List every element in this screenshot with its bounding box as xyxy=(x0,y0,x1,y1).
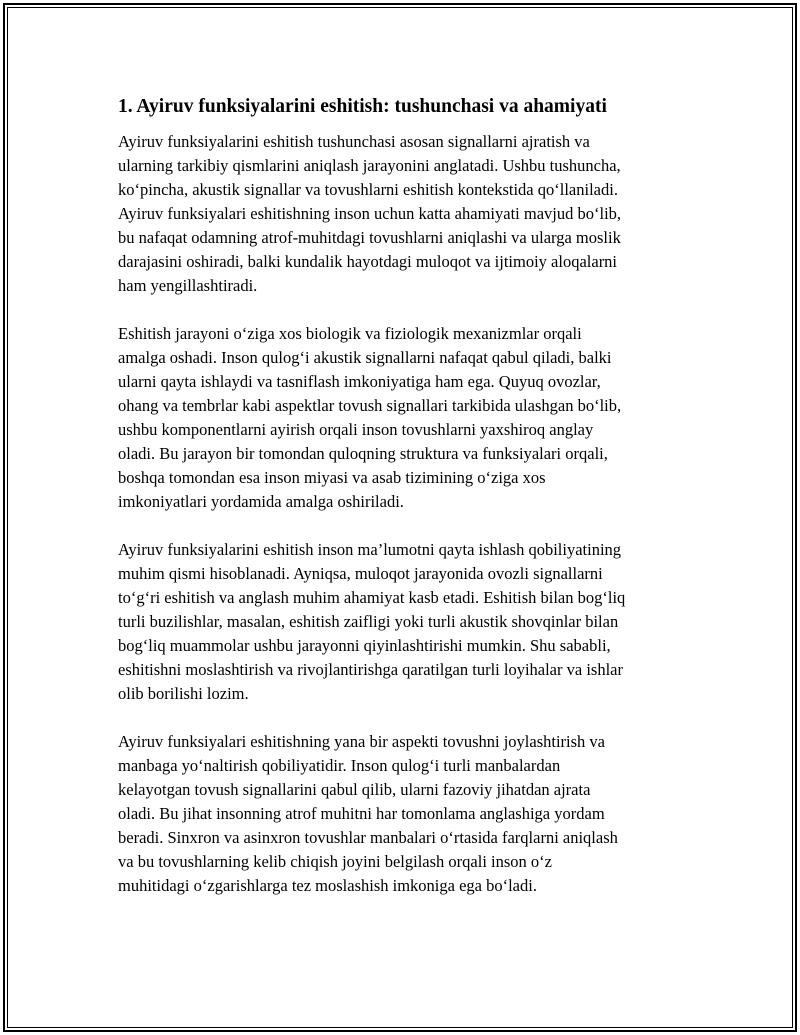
paragraph-2 xyxy=(118,322,688,514)
document-page xyxy=(118,92,688,922)
text-line: darajasini oshiradi, balki kundalik hayotdagi muloqot va ijtimoiy aloqalarni xyxy=(118,252,618,271)
text-line: Eshitish jarayoni o‘ziga xos biologik va fiziologik mexanizmlar orqali xyxy=(118,324,582,343)
paragraph-4 xyxy=(118,730,688,898)
text-line: manbaga yo‘naltirish qobiliyatidir. Inson qulog‘i turli manbalardan xyxy=(118,756,561,775)
text-line: kelayotgan tovush signallarini qabul qilib, ularni fazoviy jihatdan ajrata xyxy=(118,780,591,799)
text-line: ham yengillashtiradi. xyxy=(118,276,258,295)
text-line: bu nafaqat odamning atrof-muhitdagi tovushlarni aniqlashi va ularga moslik xyxy=(118,228,621,247)
text-line: va bu tovushlarning kelib chiqish joyini belgilash orqali inson o‘z xyxy=(118,852,552,871)
text-line: oladi. Bu jihat insonning atrof muhitni har tomonlama anglashiga yordam xyxy=(118,804,605,823)
text-line: eshitishni moslashtirish va rivojlantirishga qaratilgan turli loyihalar va ishlar xyxy=(118,660,623,679)
text-line: muhim qismi hisoblanadi. Ayniqsa, muloqot jarayonida ovozli signallarni xyxy=(118,564,603,583)
text-line: beradi. Sinxron va asinxron tovushlar manbalari o‘rtasida farqlarni aniqlash xyxy=(118,828,618,847)
text-line: muhitidagi o‘zgarishlarga tez moslashish imkoniga ega bo‘ladi. xyxy=(118,876,537,895)
text-line: ularning tarkibiy qismlarini aniqlash jarayonini anglatadi. Ushbu tushuncha, xyxy=(118,156,621,175)
text-line: olib borilishi lozim. xyxy=(118,684,249,703)
text-line: Ayiruv funksiyalarini eshitish inson ma’lumotni qayta ishlash qobiliyatining xyxy=(118,540,622,559)
text-line: boshqa tomondan esa inson miyasi va asab tizimining o‘ziga xos xyxy=(118,468,546,487)
paragraph-1 xyxy=(118,130,688,298)
text-line: Ayiruv funksiyalari eshitishning inson uchun katta ahamiyati mavjud bo‘lib, xyxy=(118,204,622,223)
text-line: turli buzilishlar, masalan, eshitish zaifligi yoki turli akustik shovqinlar bilan xyxy=(118,612,619,631)
text-line: ularni qayta ishlaydi va tasniflash imkoniyatiga ham ega. Quyuq ovozlar, xyxy=(118,372,601,391)
text-line: Ayiruv funksiyalarini eshitish tushunchasi asosan signallarni ajratish va xyxy=(118,132,590,151)
text-line: ohang va tembrlar kabi aspektlar tovush signallari tarkibida ulashgan bo‘lib, xyxy=(118,396,622,415)
text-line: ko‘pincha, akustik signallar va tovushlarni eshitish kontekstida qo‘llaniladi. xyxy=(118,180,618,199)
text-line: oladi. Bu jarayon bir tomondan quloqning struktura va funksiyalari orqali, xyxy=(118,444,608,463)
section-heading: 1. Ayiruv funksiyalarini eshitish: tushunchasi va ahamiyati xyxy=(118,96,607,117)
text-line: amalga oshadi. Inson qulog‘i akustik signallarni nafaqat qabul qiladi, balki xyxy=(118,348,612,367)
text-line: Ayiruv funksiyalari eshitishning yana bir aspekti tovushni joylashtirish va xyxy=(118,732,605,751)
text-line: ushbu komponentlarni ayirish orqali inson tovushlarni yaxshiroq anglay xyxy=(118,420,594,439)
paragraph-3 xyxy=(118,538,688,706)
text-line: imkoniyatlari yordamida amalga oshiriladi. xyxy=(118,492,404,511)
text-line: bog‘liq muammolar ushbu jarayonni qiyinlashtirishi mumkin. Shu sababli, xyxy=(118,636,611,655)
text-line: to‘g‘ri eshitish va anglash muhim ahamiyat kasb etadi. Eshitish bilan bog‘liq xyxy=(118,588,626,607)
